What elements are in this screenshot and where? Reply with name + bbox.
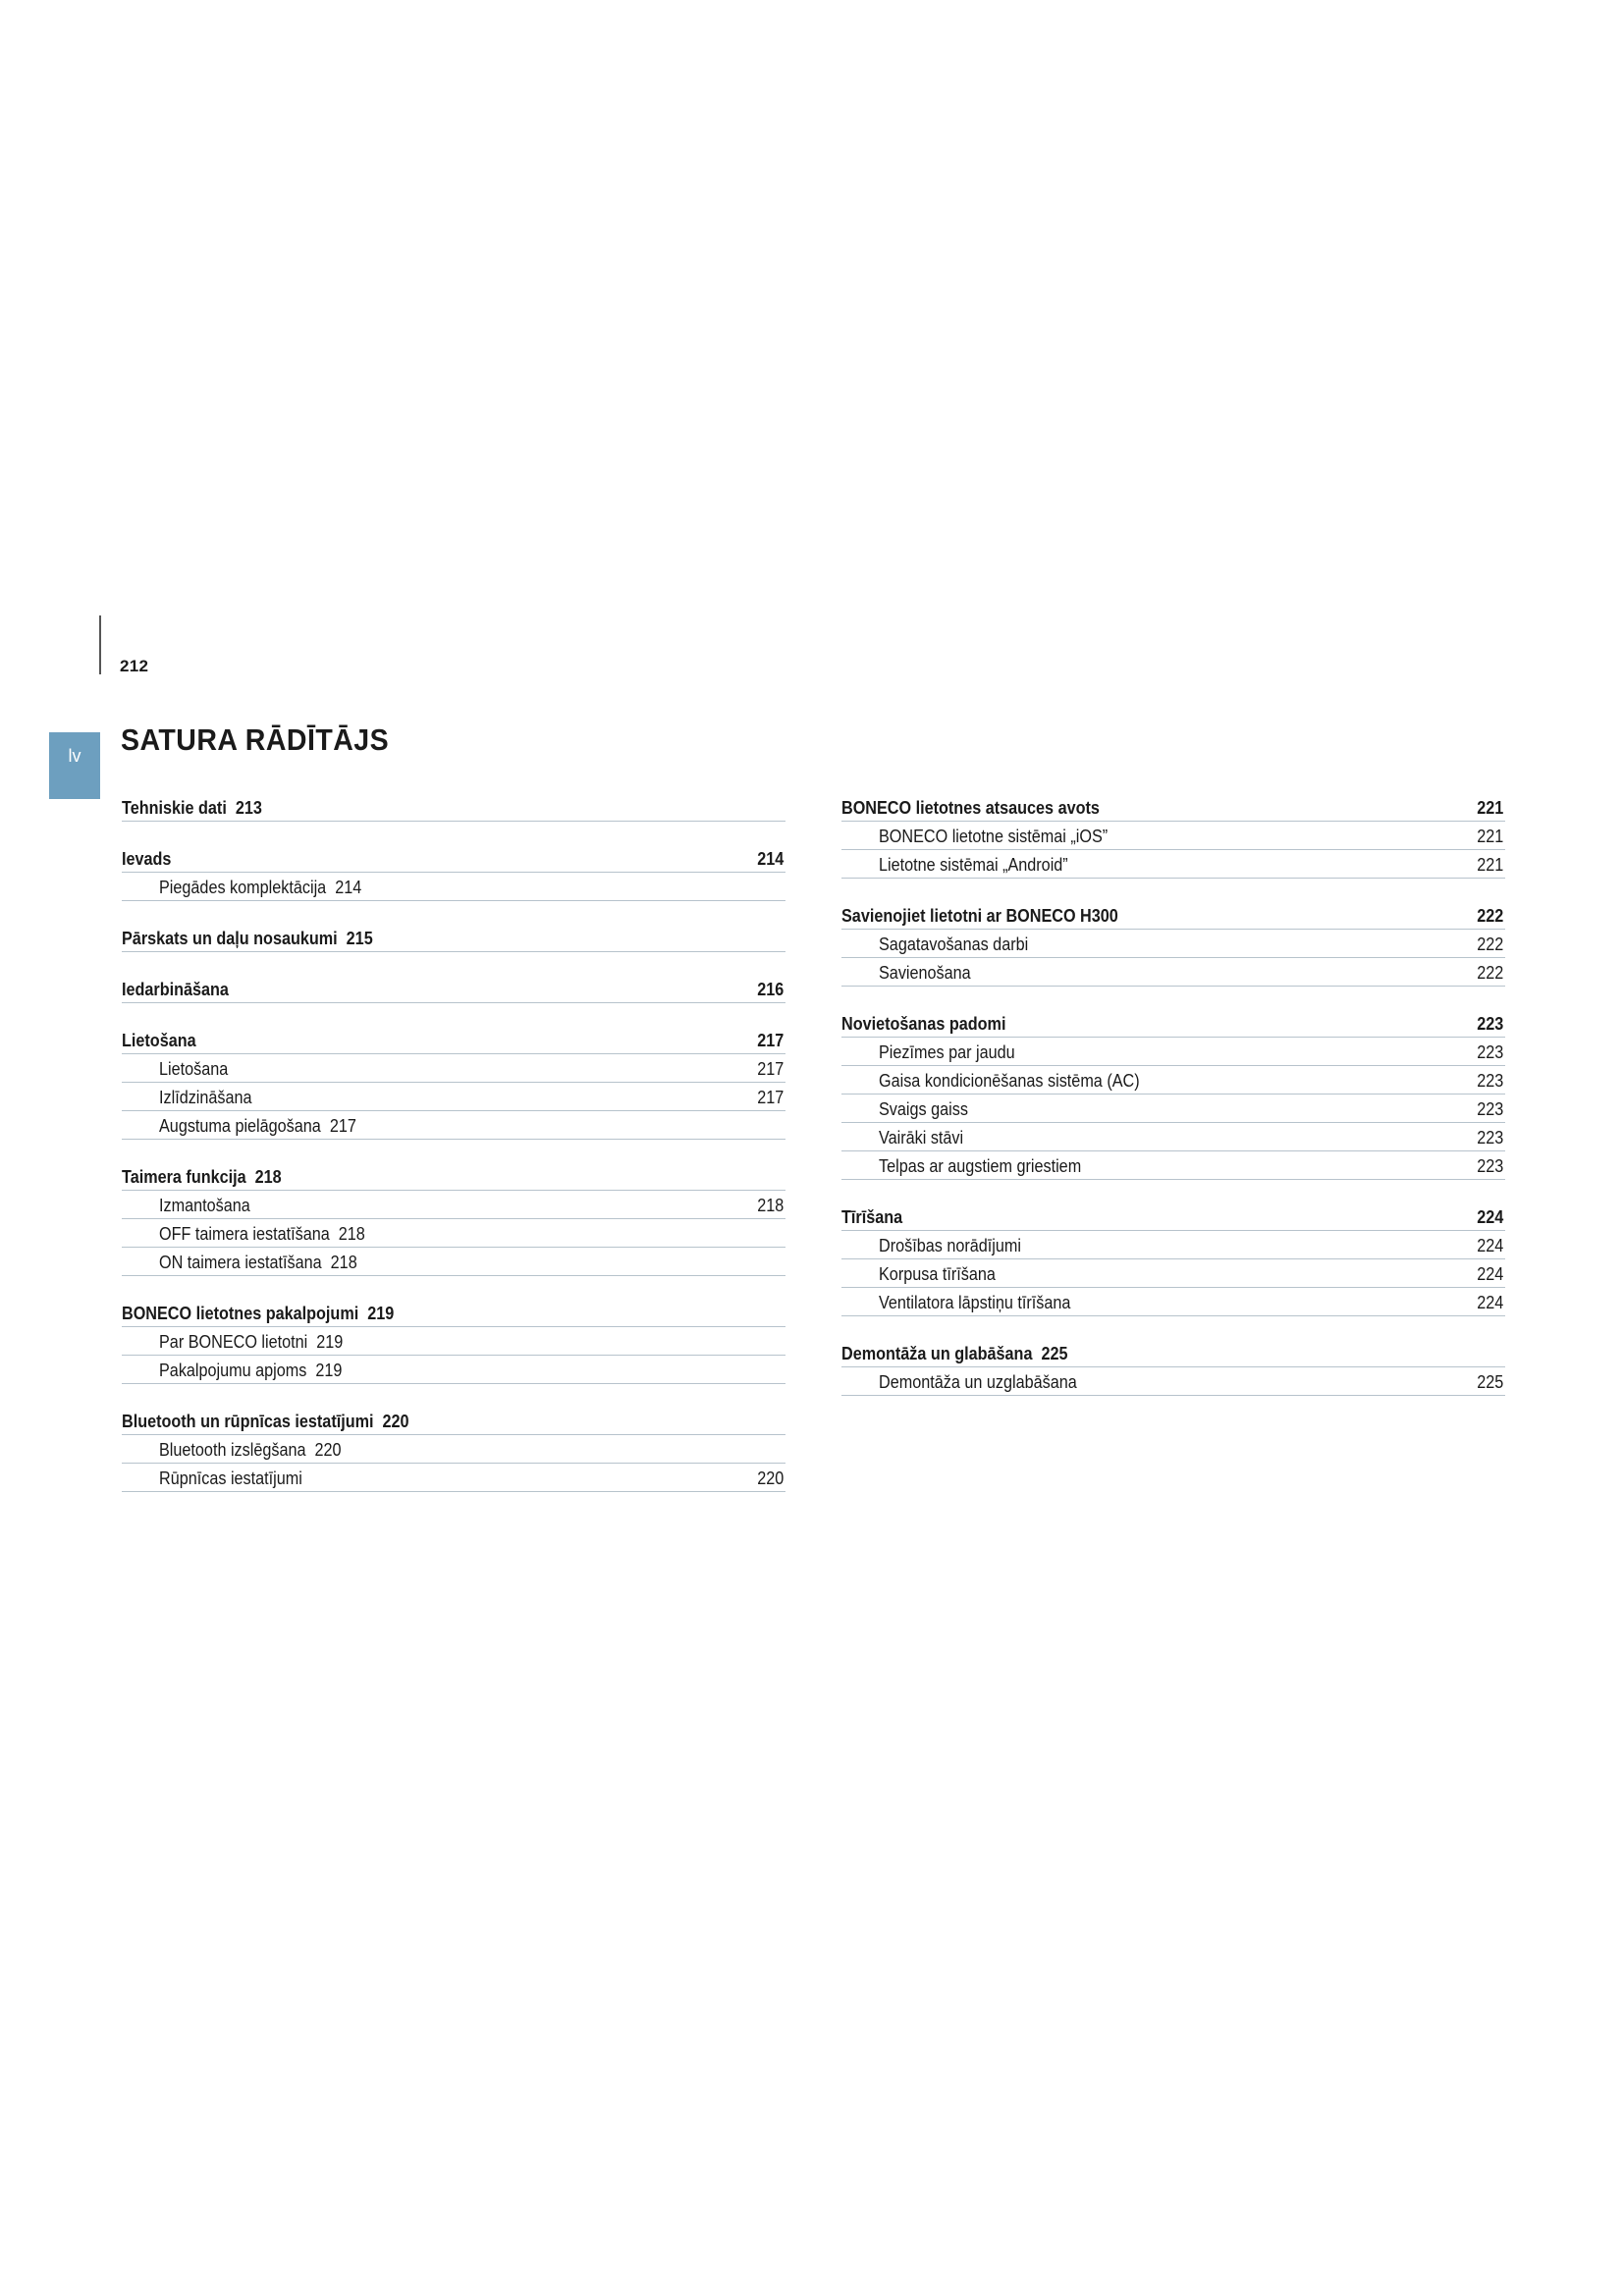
page-number: 212 [120, 657, 149, 675]
toc-entry-page: 219 [315, 1361, 343, 1380]
toc-entry-label: Bluetooth un rūpnīcas iestatījumi [122, 1412, 374, 1431]
toc-entry-page: 223 [1477, 1071, 1504, 1091]
toc-entry-label: Par BONECO lietotni [159, 1332, 308, 1352]
toc-entry-label: Savienojiet lietotni ar BONECO H300 [841, 906, 1118, 926]
toc-entry-label-group [879, 827, 1108, 846]
toc-entry-label-group [879, 1293, 1070, 1312]
toc-section-entry[interactable] [122, 793, 785, 822]
toc-subentry[interactable] [841, 1288, 1505, 1316]
toc-entry-label-group [879, 1071, 1140, 1091]
toc-subentry[interactable] [122, 1327, 785, 1356]
toc-entry-label-group [879, 1156, 1081, 1176]
toc-subentry[interactable] [122, 1191, 785, 1219]
toc-section-entry[interactable] [841, 1009, 1505, 1038]
toc-subentry[interactable] [841, 1123, 1505, 1151]
toc-entry-label: Savienošana [879, 963, 971, 983]
toc-section-entry[interactable] [122, 1299, 785, 1327]
toc-subentry[interactable] [841, 1231, 1505, 1259]
toc-subentry[interactable] [122, 1435, 785, 1464]
toc-subentry[interactable] [841, 1367, 1505, 1396]
toc-entry-label-group [879, 1128, 963, 1148]
toc-entry-label-group [841, 1014, 1005, 1034]
toc-entry-label: BONECO lietotne sistēmai „iOS” [879, 827, 1109, 846]
toc-entry-label-group [841, 1207, 902, 1227]
toc-entry-label-group [122, 1167, 282, 1187]
toc-left-column [122, 793, 785, 1515]
toc-entry-label: Lietošana [122, 1031, 196, 1050]
toc-entry-page: 219 [367, 1304, 395, 1323]
toc-entry-label-group [879, 1264, 996, 1284]
toc-subentry[interactable] [841, 822, 1505, 850]
toc-entry-page: 223 [1477, 1128, 1504, 1148]
toc-entry-label-group [879, 934, 1028, 954]
toc-entry-page: 223 [1477, 1099, 1504, 1119]
toc-subentry[interactable] [122, 1054, 785, 1083]
toc-subentry[interactable] [841, 1259, 1505, 1288]
toc-entry-label: Rūpnīcas iestatījumi [159, 1468, 302, 1488]
toc-entry-page: 221 [1477, 827, 1504, 846]
toc-entry-label-group [879, 1099, 968, 1119]
toc-entry-label: Izmantošana [159, 1196, 250, 1215]
toc-entry-label: Korpusa tīrīšana [879, 1264, 996, 1284]
toc-entry-page: 222 [1477, 906, 1504, 926]
toc-entry-label: Demontāža un uzglabāšana [879, 1372, 1077, 1392]
toc-entry-page: 221 [1477, 798, 1504, 818]
toc-entry-page: 222 [1477, 934, 1504, 954]
toc-section [841, 793, 1505, 879]
toc-entry-label-group [159, 1224, 365, 1244]
toc-entry-page: 216 [757, 980, 785, 999]
toc-entry-page: 225 [1041, 1344, 1068, 1363]
toc-entry-label: Iedarbināšana [122, 980, 229, 999]
toc-subentry[interactable] [122, 1464, 785, 1492]
toc-entry-page: 218 [330, 1253, 357, 1272]
toc-entry-label: BONECO lietotnes pakalpojumi [122, 1304, 359, 1323]
toc-entry-label: Taimera funkcija [122, 1167, 246, 1187]
toc-entry-label: OFF taimera iestatīšana [159, 1224, 330, 1244]
toc-entry-label: Ievads [122, 849, 172, 869]
toc-section [841, 1202, 1505, 1316]
toc-entry-label-group [159, 1332, 343, 1352]
toc-entry-label-group [122, 1304, 394, 1323]
toc-entry-label-group [122, 980, 229, 999]
toc-subentry[interactable] [841, 1095, 1505, 1123]
toc-entry-page: 217 [757, 1031, 785, 1050]
toc-entry-page: 220 [757, 1468, 785, 1488]
toc-section [841, 1009, 1505, 1180]
toc-entry-label-group [879, 1372, 1077, 1392]
toc-entry-label: Vairāki stāvi [879, 1128, 964, 1148]
toc-subentry[interactable] [841, 1066, 1505, 1095]
language-tab: lv [49, 732, 100, 799]
toc-entry-label-group [159, 1196, 250, 1215]
toc-section-entry[interactable] [841, 793, 1505, 822]
toc-entry-page: 214 [757, 849, 785, 869]
toc-entry-label: Telpas ar augstiem griestiem [879, 1156, 1082, 1176]
toc-entry-label: Novietošanas padomi [841, 1014, 1006, 1034]
toc-section [122, 1162, 785, 1276]
toc-entry-page: 214 [335, 878, 362, 897]
toc-section [122, 793, 785, 822]
toc-right-column [841, 793, 1505, 1418]
toc-subentry[interactable] [841, 1038, 1505, 1066]
toc-entry-label: Izlīdzināšana [159, 1088, 252, 1107]
toc-entry-page: 219 [316, 1332, 344, 1352]
toc-entry-page: 218 [254, 1167, 282, 1187]
toc-section-entry[interactable] [122, 1162, 785, 1191]
toc-entry-label-group [841, 906, 1118, 926]
toc-entry-label-group [159, 1059, 228, 1079]
toc-entry-label-group [159, 878, 361, 897]
toc-entry-label-group [879, 963, 971, 983]
toc-section-entry[interactable] [122, 1026, 785, 1054]
toc-section-entry[interactable] [122, 844, 785, 873]
toc-entry-label-group [122, 929, 373, 948]
toc-entry-page: 220 [382, 1412, 409, 1431]
toc-entry-label: Pakalpojumu apjoms [159, 1361, 307, 1380]
toc-entry-page: 222 [1477, 963, 1504, 983]
page-margin-rule [99, 615, 101, 674]
toc-subentry[interactable] [841, 1151, 1505, 1180]
toc-entry-label-group [122, 798, 262, 818]
toc-entry-label: BONECO lietotnes atsauces avots [841, 798, 1100, 818]
toc-section [122, 1299, 785, 1384]
toc-entry-page: 224 [1477, 1293, 1504, 1312]
toc-entry-label-group [159, 1361, 342, 1380]
toc-section [122, 1407, 785, 1492]
toc-subentry[interactable] [122, 1083, 785, 1111]
toc-entry-page: 217 [329, 1116, 356, 1136]
toc-subentry[interactable] [841, 850, 1505, 879]
toc-subentry[interactable] [122, 1248, 785, 1276]
toc-entry-label-group [159, 1440, 342, 1460]
toc-section [122, 844, 785, 901]
toc-entry-page: 213 [235, 798, 262, 818]
toc-entry-page: 218 [757, 1196, 785, 1215]
toc-section-entry[interactable] [122, 1407, 785, 1435]
toc-entry-label-group [879, 1236, 1021, 1255]
toc-entry-label: Lietotne sistēmai „Android” [879, 855, 1068, 875]
toc-entry-label-group [159, 1116, 356, 1136]
toc-section-entry[interactable] [841, 901, 1505, 930]
toc-entry-page: 218 [338, 1224, 365, 1244]
toc-section-entry[interactable] [122, 924, 785, 952]
toc-entry-page: 225 [1477, 1372, 1504, 1392]
toc-entry-label: Drošības norādījumi [879, 1236, 1021, 1255]
toc-section-entry[interactable] [841, 1202, 1505, 1231]
toc-subentry[interactable] [841, 958, 1505, 987]
toc-entry-label-group [879, 855, 1068, 875]
toc-entry-page: 224 [1477, 1236, 1504, 1255]
toc-entry-label: Gaisa kondicionēšanas sistēma (AC) [879, 1071, 1140, 1091]
page-title: SATURA RĀDĪTĀJS [121, 722, 390, 757]
toc-entry-label-group [841, 798, 1100, 818]
toc-subentry[interactable] [841, 930, 1505, 958]
toc-subentry[interactable] [122, 1219, 785, 1248]
toc-entry-label-group [122, 849, 171, 869]
toc-entry-page: 224 [1477, 1264, 1504, 1284]
toc-entry-page: 217 [757, 1088, 785, 1107]
toc-subentry[interactable] [122, 1111, 785, 1140]
toc-entry-label: Lietošana [159, 1059, 229, 1079]
toc-section [841, 1339, 1505, 1396]
toc-entry-label-group [159, 1088, 252, 1107]
toc-subentry[interactable] [122, 1356, 785, 1384]
toc-entry-page: 223 [1477, 1156, 1504, 1176]
toc-entry-page: 220 [314, 1440, 342, 1460]
toc-entry-label: Piezīmes par jaudu [879, 1042, 1015, 1062]
toc-entry-label: Pārskats un daļu nosaukumi [122, 929, 338, 948]
toc-entry-label-group [122, 1412, 409, 1431]
toc-entry-label: Tīrīšana [841, 1207, 903, 1227]
toc-entry-page: 215 [346, 929, 373, 948]
toc-entry-label: Bluetooth izslēgšana [159, 1440, 306, 1460]
toc-entry-label: Svaigs gaiss [879, 1099, 968, 1119]
toc-section [122, 1026, 785, 1140]
toc-entry-label: Ventilatora lāpstiņu tīrīšana [879, 1293, 1071, 1312]
toc-entry-page: 224 [1477, 1207, 1504, 1227]
toc-entry-page: 223 [1477, 1042, 1504, 1062]
toc-entry-label-group [159, 1468, 302, 1488]
toc-entry-label: Augstuma pielāgošana [159, 1116, 321, 1136]
toc-entry-label-group [122, 1031, 196, 1050]
toc-entry-page: 221 [1477, 855, 1504, 875]
toc-entry-page: 217 [757, 1059, 785, 1079]
toc-section [122, 975, 785, 1003]
toc-section [122, 924, 785, 952]
toc-entry-label: Piegādes komplektācija [159, 878, 327, 897]
toc-section-entry[interactable] [841, 1339, 1505, 1367]
toc-subentry[interactable] [122, 873, 785, 901]
toc-entry-label: Demontāža un glabāšana [841, 1344, 1033, 1363]
toc-section [841, 901, 1505, 987]
toc-entry-label: ON taimera iestatīšana [159, 1253, 322, 1272]
toc-entry-label-group [841, 1344, 1067, 1363]
toc-entry-label: Sagatavošanas darbi [879, 934, 1029, 954]
toc-entry-label-group [159, 1253, 357, 1272]
toc-entry-label: Tehniskie dati [122, 798, 227, 818]
toc-section-entry[interactable] [122, 975, 785, 1003]
toc-entry-page: 223 [1477, 1014, 1504, 1034]
toc-entry-label-group [879, 1042, 1015, 1062]
